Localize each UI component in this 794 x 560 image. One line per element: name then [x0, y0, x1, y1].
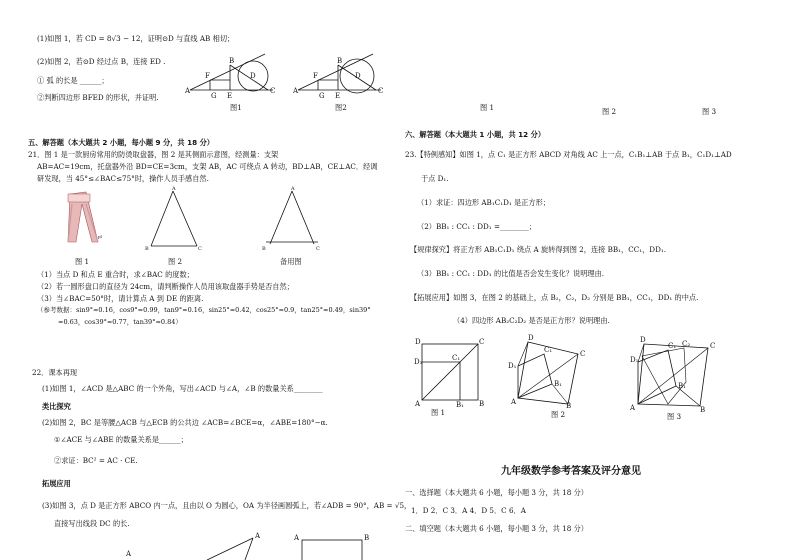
svg-text:A: A [291, 186, 295, 192]
q21-fig1-caption: 图 1 [75, 257, 90, 266]
q21-figure-1-photo [58, 190, 108, 250]
svg-text:D: D [415, 338, 421, 346]
svg-text:A: A [630, 404, 636, 412]
svg-text:B: B [145, 246, 149, 252]
svg-text:C₁: C₁ [452, 354, 461, 362]
svg-text:C₁: C₁ [544, 346, 553, 354]
q22-line3: ①∠ACE 与∠ABE 的数量关系是______； [54, 435, 188, 444]
svg-text:C: C [580, 350, 586, 358]
section6-header: 六、解答题（本大题共 1 小题，共 12 分） [405, 130, 546, 139]
svg-text:A: A [255, 532, 261, 540]
svg-text:C: C [316, 246, 320, 252]
svg-text:C: C [479, 338, 485, 346]
svg-text:F: F [313, 72, 318, 80]
svg-text:C: C [198, 246, 202, 252]
svg-text:C: C [378, 87, 384, 95]
svg-text:B: B [364, 534, 370, 542]
q21-figure-2 [145, 188, 205, 253]
q-top-figure-1 [185, 52, 280, 110]
svg-text:A: A [415, 400, 421, 408]
svg-text:A: A [126, 550, 132, 558]
answer-section2-header: 二、填空题（本大题共 6 小题，每小题 3 分，共 18 分） [405, 524, 588, 533]
q21-ref2: ≈0.63，cos39°≈0.77，tan39°≈0.84） [58, 318, 182, 326]
q23-figure-2 [508, 336, 588, 408]
q23-sub2: （2）BB₁ : CC₁ : DD₁ =________； [417, 222, 536, 231]
q21-figure-spare [262, 188, 322, 253]
q21-sub2: （2）若一圆形盘口的直径为 24cm，请判断操作人员用该取盘器手势是否自然； [37, 282, 294, 291]
answer-key-title: 九年级数学参考答案及评分意见 [501, 466, 641, 477]
top-fig3-caption: 图 3 [702, 107, 717, 116]
svg-text:G: G [211, 92, 217, 100]
q-top-fig2-caption: 图2 [335, 103, 347, 112]
svg-text:A: A [294, 534, 300, 542]
top-fig2-caption: 图 2 [602, 107, 617, 116]
q22-line1: (1)如图 1，∠ACD 是△ABC 的一个外角，写出∠ACD 与∠A，∠B 的数量关系________ [42, 384, 323, 393]
svg-text:B: B [229, 57, 235, 65]
svg-text:pl: pl [98, 234, 102, 239]
answer-section1-header: 一、选择题（本大题共 6 小题，每小题 3 分，共 18 分） [405, 488, 588, 497]
svg-text:D: D [250, 72, 256, 80]
svg-text:A: A [511, 398, 517, 406]
svg-text:D: D [355, 72, 361, 80]
svg-text:B₁: B₁ [456, 401, 464, 409]
q23-line1: 23.【特例感知】如图 1，点 C₁ 是正方形 ABCD 对角线 AC 上一点，C₁B₁⊥AB 于点 B₁，C₁D₁⊥AD [405, 150, 732, 159]
q-top-part2a: ① 弧 的长是 ______； [37, 76, 109, 85]
q-top-figure-2 [293, 52, 388, 110]
svg-text:B: B [337, 57, 343, 65]
q21-fig3-caption: 备用图 [280, 257, 302, 266]
svg-text:B₁: B₁ [554, 380, 562, 388]
q21-ref1: （参考数据：sin9°≈0.16，cos9°≈0.99，tan9°≈0.16，sin25°≈0.42，cos25°≈0.9，tan25°≈0.49，sin39° [37, 306, 371, 314]
svg-text:D₁: D₁ [630, 356, 639, 364]
svg-text:B: B [262, 246, 266, 252]
q22-analogy-heading: 类比探究 [42, 402, 71, 411]
svg-text:E: E [227, 92, 233, 100]
svg-text:D: D [528, 334, 534, 342]
q22-figure-partial-2 [205, 530, 265, 560]
q23-extension: 【拓展应用】如图 3，在图 2 的基础上，点 B₂，C₂，D₂ 分别是 BB₁，CC₁，DD₁ 的中点. [410, 293, 699, 302]
q22-extension-heading: 拓展应用 [42, 479, 71, 488]
q22-line6: 直接写出线段 DC 的长. [54, 519, 130, 528]
q23-line2: 于点 D₁. [421, 174, 449, 183]
q21-sub3: （3）当∠BAC=50°时，请计算点 A 到 DE 的距离. [37, 294, 204, 303]
q-top-fig1-caption: 图1 [230, 103, 242, 112]
svg-text:A: A [293, 87, 299, 95]
svg-text:F: F [205, 72, 210, 80]
svg-text:C: C [710, 342, 716, 350]
svg-text:B₁: B₁ [678, 382, 686, 390]
section5-header: 五、解答题（本大题共 2 小题，每小题 9 分，共 18 分） [28, 138, 214, 147]
q21-line2: AB=AC=19cm，托盘器外沿 BD=CE=3cm，支架 AB，AC 可绕点 A 转动，BD⊥AB，CE⊥AC．经调 [37, 162, 378, 171]
svg-text:A: A [172, 186, 176, 192]
svg-text:D₁: D₁ [508, 362, 517, 370]
q21-line3: 研发现，当 45°≤∠BAC≤75°时，操作人员手感自然. [37, 174, 209, 183]
q-top-part2: (2)如图 2，若⊙D 经过点 B，连接 ED . [37, 57, 166, 66]
q23-fig3-caption: 图 3 [667, 412, 682, 421]
svg-text:G: G [319, 92, 325, 100]
q23-fig1-caption: 图 1 [431, 408, 446, 417]
q22-line4: ②求证：BC² = AC · CE. [54, 456, 138, 465]
q22-figure-partial-1 [120, 548, 140, 560]
q23-sub4: （4）四边形 AB₂C₂D₂ 是否是正方形？说明理由. [453, 316, 610, 325]
q21-fig2-caption: 图 2 [168, 257, 183, 266]
q23-figure-1 [412, 338, 484, 408]
q23-rule-explore: 【规律探究】将正方形 AB₁C₁D₁ 绕点 A 旋转得到图 2，连接 BB₁，CC₁，DD₁. [410, 245, 666, 254]
q21-sub1: （1）当点 D 和点 E 重合时，求∠BAC 的度数； [37, 270, 194, 279]
svg-text:A: A [185, 87, 191, 95]
q-top-part1: (1)如图 1，若 CD = 8√3 − 12，证明⊙D 与直线 AB 相切； [37, 34, 235, 43]
svg-text:B: B [700, 406, 706, 414]
q23-sub3: （3）BB₁ : CC₁ : DD₁ 的比值是否会发生变化？说明理由. [417, 269, 605, 278]
svg-text:C₁: C₁ [668, 342, 677, 350]
q22-header: 22．课本再现 [32, 368, 78, 377]
q21-line1: 21．图 1 是一款厨房常用的防烫取盘器，图 2 是其侧面示意图，经测量：支架 [28, 150, 279, 159]
svg-text:D₁: D₁ [414, 358, 423, 366]
q22-line5: (3)如图 3，点 D 是正方形 ABCO 内一点，且由以 O 为圆心，OA 为半径画圆弧上，若∠ADB = 90°，AB = √5， [42, 501, 412, 510]
svg-text:B: B [566, 402, 572, 410]
svg-text:C₂: C₂ [682, 340, 691, 348]
q-top-part2b: ②判断四边形 BFED 的形状，并证明. [37, 93, 159, 102]
q22-line2: (2)如图 2，BC 是等腰△ACB 与△ECB 的公共边 ∠ACB=∠BCE=α，∠ABE=180°−α. [42, 418, 328, 427]
q23-figure-3 [628, 334, 718, 412]
svg-text:D: D [640, 336, 646, 344]
svg-text:C: C [270, 87, 276, 95]
svg-text:E: E [335, 92, 341, 100]
svg-text:B: B [479, 400, 485, 408]
answer-multiple-choice: 1．D 2．C 3．A 4．D 5．C 6．A [411, 506, 526, 515]
top-fig1-caption: 图 1 [480, 103, 495, 112]
q22-figure-partial-3 [292, 530, 372, 560]
q23-sub1: （1）求证：四边形 AB₁C₁D₁ 是正方形； [417, 198, 550, 207]
q23-fig2-caption: 图 2 [551, 410, 566, 419]
